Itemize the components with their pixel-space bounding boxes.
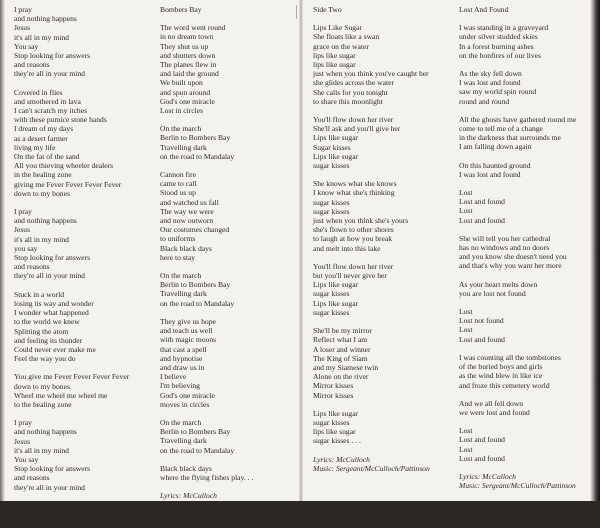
lyric-line: but you'll never give her	[313, 271, 387, 281]
lyric-line: and feeling its thunder	[14, 335, 83, 345]
lyric-line: as a desert farmer	[14, 133, 68, 143]
lyric-line: it's all in my mind	[14, 445, 69, 455]
lyric-line: sugar kisses	[313, 289, 350, 299]
credit-line: Music: Sergeant/McCulloch/Pattinson	[160, 500, 277, 510]
stanza	[459, 69, 594, 106]
lyric-line: Lost in circles	[160, 106, 204, 116]
lyric-line: On this haunted ground	[459, 160, 531, 170]
lyric-line: living my life	[14, 142, 56, 152]
lyric-line: I can't scratch my itches	[14, 106, 88, 116]
lyric-line: lips like sugar	[313, 50, 356, 60]
lyric-line: Lost	[459, 206, 473, 216]
stanza	[313, 115, 459, 170]
lyric-line: and my Siamese twin	[313, 362, 379, 372]
lyric-line: I'm believing	[160, 381, 200, 391]
lyric-line: Cannon fire	[160, 170, 197, 180]
stanza	[14, 290, 160, 364]
credit-line: Lyrics: McCulloch	[160, 491, 217, 501]
lyric-line: Mirror kisses	[313, 390, 354, 400]
lyric-line: On the march	[160, 124, 202, 134]
lyric-line: They give us hope	[160, 316, 216, 326]
column-2	[160, 5, 306, 510]
lyric-line: and shutters down	[160, 50, 216, 60]
lyric-line: where the flying fishes play. . .	[160, 472, 254, 482]
lyric-line: A loser and winner	[313, 344, 371, 354]
lyric-line: Jesus	[14, 225, 31, 235]
lyric-line: under silver studded skies	[459, 32, 538, 42]
lyric-line: that cast a spell	[160, 344, 207, 354]
lyric-line: Stood us up	[160, 188, 196, 198]
stanza	[14, 372, 160, 409]
lyric-line: and hypnotise	[160, 353, 203, 363]
credit-line: Pattinson/De Freitas	[14, 519, 78, 528]
lyric-line: Lost and found	[459, 215, 505, 225]
stanza	[459, 280, 594, 298]
stanza	[160, 124, 306, 161]
lyric-line: She calls for you tonight	[313, 87, 388, 97]
stanza	[160, 271, 306, 308]
lyric-line: with these pumice stone hands	[14, 115, 107, 125]
lyric-line: Wheel me wheel me wheel me	[14, 390, 108, 400]
stanza-list	[459, 23, 594, 463]
lyric-line: She'll ask and you'll give her	[313, 124, 401, 134]
stanza	[313, 326, 459, 400]
lyric-line: here to stay	[160, 252, 196, 262]
lyric-line: Lips like sugar	[313, 298, 359, 308]
lyric-line: as the wind blew in like ice	[459, 371, 543, 381]
lyric-line: Our costumes changed	[160, 225, 230, 235]
lyric-line: You say	[14, 454, 39, 464]
lyric-line: Lips like sugar	[313, 133, 359, 143]
stanza-list	[160, 23, 306, 482]
stanza	[160, 317, 306, 409]
credits	[459, 472, 594, 490]
lyric-line: You give me Fever Fever Fever Fever	[14, 372, 130, 382]
lyric-line: You'll flow down her river	[313, 261, 394, 271]
stanza	[14, 5, 160, 79]
lyric-line: they're all in your mind	[14, 482, 85, 492]
lyric-line: Black black days	[160, 463, 212, 473]
lyric-line: and watched us fall	[160, 197, 219, 207]
lyric-line: Berlin to Bombers Bay	[160, 280, 231, 290]
lyric-line: and you know she doesn't need you	[459, 252, 567, 262]
lyric-line: sugar kisses . . .	[313, 436, 361, 446]
lyric-line: with magic moons	[160, 335, 217, 345]
lyric-line: giving me Fever Fever Fever Fever	[14, 179, 122, 189]
lyric-line: God's one miracle	[160, 390, 215, 400]
stanza	[313, 262, 459, 317]
lyric-line: We built upon	[160, 78, 203, 88]
lyric-line: Lips like sugar	[313, 408, 359, 418]
column-3	[313, 5, 459, 473]
lyric-line: Mirror kisses	[313, 381, 354, 391]
lyric-line: Alone on the river	[313, 372, 369, 382]
lyric-line: grace on the water	[313, 41, 369, 51]
lyric-line: On the march	[160, 271, 202, 281]
lyric-line: All the ghosts have gathered round me	[459, 114, 577, 124]
stanza-list	[313, 23, 459, 445]
lyric-line: to the healing zone	[14, 399, 72, 409]
lyric-line: She'll be my mirror	[313, 326, 372, 336]
column-1	[14, 5, 160, 528]
lyric-line: Feel the way you do	[14, 354, 76, 364]
lyric-line: I was lost and found	[459, 169, 521, 179]
lyric-line: and nothing happens	[14, 427, 77, 437]
stanza	[313, 179, 459, 253]
lyric-line: just when you think you've caught her	[313, 69, 429, 79]
lyric-line: I pray	[14, 418, 32, 428]
credit-line: Lyrics: McCulloch	[14, 500, 71, 510]
lyric-line: it's all in my mind	[14, 234, 69, 244]
lyric-line: and reasons	[14, 473, 50, 483]
lyric-line: lips like sugar	[313, 427, 356, 437]
lyric-line: in the darkness that surrounds me	[459, 133, 561, 143]
lyric-line: I pray	[14, 5, 32, 14]
lyric-line: has no windows and no doors	[459, 243, 550, 253]
lyric-line: Stop looking for answers	[14, 464, 91, 474]
lyric-line: down to my bones	[14, 381, 70, 391]
lyric-line: Lost not found	[459, 316, 504, 326]
lyric-line: we were lost and found	[459, 407, 530, 417]
stanza	[14, 207, 160, 281]
lyric-line: they're all in your mind	[14, 271, 85, 281]
lyric-line: Lips Like Sugar	[313, 23, 362, 33]
lyric-line: Jesus	[14, 436, 31, 446]
lyric-line: The way we were	[160, 206, 214, 216]
lyric-line: and melt into this lake	[313, 243, 381, 253]
stanza	[459, 23, 594, 60]
stanza	[459, 115, 594, 152]
lyric-line: I am falling down again	[459, 142, 532, 152]
lyric-line: on the road to Mandalay	[160, 298, 235, 308]
song-title-lost-and-found: Lost And Found	[459, 5, 509, 14]
lyric-line: on the bonfires of our lives	[459, 50, 542, 60]
song-title-bombers-bay: Bombers Bay	[160, 5, 202, 14]
lyric-line: I believe	[160, 372, 187, 382]
lyric-line: Travelling dark	[160, 142, 207, 152]
stanza-list	[14, 5, 160, 492]
lyric-line: Travelling dark	[160, 436, 207, 446]
side-heading: Side Two	[313, 5, 342, 14]
lyric-line: and reasons	[14, 60, 50, 70]
lyric-line: and draw us in	[160, 362, 205, 372]
lyric-line: Lost and found	[459, 334, 505, 344]
lyric-line: on the road to Mandalay	[160, 151, 235, 161]
stanza	[459, 188, 594, 225]
lyric-line: and froze this cemetery world	[459, 380, 550, 390]
lyric-line: and nothing happens	[14, 14, 77, 24]
lyric-line: On the fat of the sand	[14, 152, 80, 162]
lyric-line: Lost	[459, 325, 473, 335]
stanza	[160, 23, 306, 115]
lyric-line: Sugar kisses	[313, 142, 351, 152]
credit-line: Music: Sergeant/McCulloch/Pattinson	[459, 481, 576, 491]
stanza	[160, 418, 306, 455]
stanza	[313, 23, 459, 106]
lyric-line: As the sky fell down	[459, 69, 522, 79]
stanza	[459, 161, 594, 179]
credit-line: Music: Sergeant/McCulloch/	[14, 509, 102, 519]
lyric-line: and teach us well	[160, 326, 213, 336]
lyric-line: I was standing in a graveyard	[459, 23, 549, 33]
lyric-line: The King of Siam	[313, 353, 368, 363]
lyric-line: and that's why you want her more	[459, 261, 562, 271]
lyric-line: I pray	[14, 207, 32, 217]
lyric-line: Berlin to Bombers Bay	[160, 427, 231, 437]
lyric-line: down to my bones	[14, 188, 70, 198]
column-4	[459, 5, 594, 490]
lyric-line: I dream of my days	[14, 124, 74, 134]
lyric-line: sugar kisses	[313, 307, 350, 317]
lyric-line: All you thieving wheeler dealers	[14, 161, 114, 171]
stanza	[160, 464, 306, 482]
lyric-line: I was lost and found	[459, 78, 521, 88]
lyric-line: saw my world spin round	[459, 87, 537, 97]
lyric-line: Splitting the atom	[14, 326, 69, 336]
lyric-line: and now outworn	[160, 216, 214, 226]
lyric-line: She knows what she knows	[313, 179, 397, 189]
lyric-line: to laugh at how you break	[313, 234, 393, 244]
stanza	[459, 353, 594, 390]
lyric-line: to uniforms	[160, 234, 196, 244]
lyric-line: you are lost not found	[459, 288, 526, 298]
lyric-line: Black black days	[160, 243, 212, 253]
stanza	[14, 418, 160, 492]
lyric-line: Lost and found	[459, 197, 505, 207]
lyric-line: They shut us up	[160, 41, 209, 51]
lyric-line: and nothing happens	[14, 216, 77, 226]
lyric-line: and laid the ground	[160, 69, 219, 79]
lyric-line: Stop looking for answers	[14, 51, 91, 61]
lyric-line: round and round	[459, 96, 510, 106]
stanza	[459, 307, 594, 344]
credit-line: Lyrics: McCulloch	[313, 454, 370, 464]
lyric-line: came to call	[160, 179, 197, 189]
lyric-line: I was counting all the tombstones	[459, 352, 561, 362]
lyric-line: As your heart melts down	[459, 279, 538, 289]
lyric-line: in the healing zone	[14, 170, 72, 180]
lyric-line: Could never ever make me	[14, 344, 96, 354]
lyric-line: I wonder what happened	[14, 308, 89, 318]
lyric-line: moves in circles	[160, 399, 210, 409]
lyric-line: and spun around	[160, 87, 211, 97]
lyric-line: I know what she's thinking	[313, 188, 395, 198]
stanza	[459, 234, 594, 271]
lyric-line: sugar kisses	[313, 417, 350, 427]
lyric-line: come to tell me of a change	[459, 124, 543, 134]
lyric-line: of the buried boys and girls	[459, 362, 543, 372]
lyric-line: in no dream town	[160, 32, 214, 42]
lyric-line: Lips like sugar	[313, 280, 359, 290]
stanza	[14, 88, 160, 198]
lyric-line: Lost	[459, 426, 473, 436]
lyric-line: she's flown to other shores	[313, 225, 394, 235]
lyric-line: Berlin to Bombers Bay	[160, 133, 231, 143]
credits	[14, 501, 160, 528]
lyric-line: The planes flew in	[160, 60, 217, 70]
lyric-line: In a forest burning ashes	[459, 41, 534, 51]
lyric-line: You'll flow down her river	[313, 115, 394, 125]
lyric-line: She will tell you her cathedral	[459, 233, 551, 243]
lyric-line: Lost	[459, 444, 473, 454]
lyric-line: sugar kisses	[313, 197, 350, 207]
lyric-line: just when you think she's yours	[313, 216, 409, 226]
lyric-line: to the world we knew	[14, 317, 80, 327]
lyric-line: On the march	[160, 417, 202, 427]
credit-line: Lyrics: McCulloch	[459, 471, 516, 481]
lyric-line: Lost and found	[459, 435, 505, 445]
stanza	[459, 399, 594, 417]
lyric-line: Travelling dark	[160, 289, 207, 299]
stanza	[160, 170, 306, 262]
lyric-line: Stuck in a world	[14, 289, 64, 299]
lyric-line: losing its way and wonder	[14, 298, 94, 308]
lyric-line: Jesus	[14, 23, 31, 33]
lyric-line: Lost	[459, 188, 473, 198]
lyric-line: You say	[14, 41, 39, 51]
credits	[313, 455, 459, 473]
lyric-line: And we all fell down	[459, 398, 524, 408]
lyric-line: and smothered in lava	[14, 96, 81, 106]
lyric-line: The word went round	[160, 23, 226, 33]
lyric-line: God's one miracle	[160, 96, 215, 106]
lyric-line: Stop looking for answers	[14, 253, 91, 263]
lyric-line: you say	[14, 243, 38, 253]
lyric-line: she glides across the water	[313, 78, 394, 88]
lyric-line: Covered in flies	[14, 87, 63, 97]
lyric-line: She floats like a swan	[313, 32, 380, 42]
lyric-line: and reasons	[14, 262, 50, 272]
lyric-line: sugar kisses	[313, 206, 350, 216]
lyric-line: lips like sugar	[313, 60, 356, 70]
stanza	[459, 426, 594, 463]
left-edge-shadow	[0, 0, 5, 501]
lyric-line: it's all in my mind	[14, 32, 69, 42]
credit-line: Music: Sergeant/McCulloch/Pattinson	[313, 463, 430, 473]
lyric-line: sugar kisses	[313, 161, 350, 171]
stanza	[313, 409, 459, 446]
lyric-line: Reflect what I am	[313, 335, 368, 345]
lyric-line: Lost	[459, 307, 473, 317]
lyric-line: Lost and found	[459, 453, 505, 463]
lyric-line: to share this moonlight	[313, 96, 383, 106]
lyric-line: they're all in your mind	[14, 69, 85, 79]
credits	[160, 491, 306, 509]
lyric-line: on the road to Mandalay	[160, 445, 235, 455]
lyric-line: Lips like sugar	[313, 151, 359, 161]
